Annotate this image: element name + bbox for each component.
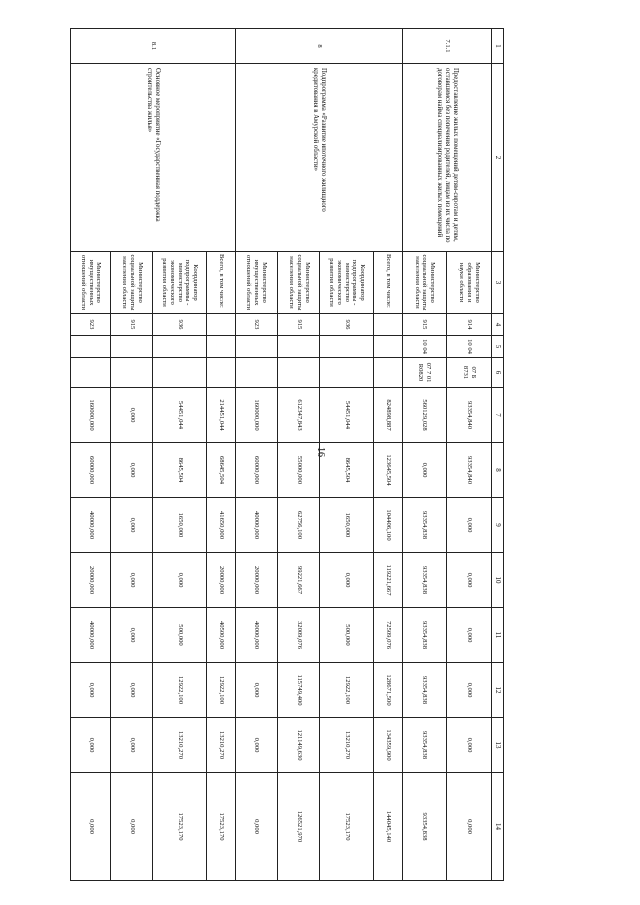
value-cell: 12922,100	[320, 663, 373, 718]
value-cell: 13210,270	[206, 718, 235, 773]
value-cell: 121149,630	[278, 718, 320, 773]
value-cell: 68645,504	[206, 443, 235, 498]
csr-cell	[111, 358, 153, 388]
value-cell: 17523,170	[320, 773, 373, 881]
rzpr-cell: 10 04	[447, 336, 492, 358]
executor-cell: Всего, в том числе:	[373, 252, 402, 314]
page-number: 16	[315, 447, 326, 457]
value-cell: 134359,900	[373, 718, 402, 773]
row-number: 8.1	[71, 29, 236, 64]
value-cell: 0,000	[111, 663, 153, 718]
grbs-cell: 936	[153, 314, 206, 336]
executor-cell: Министерство социальной защиты населения области	[278, 252, 320, 314]
value-cell: 612347,843	[278, 388, 320, 443]
csr-cell	[278, 358, 320, 388]
rzpr-cell	[373, 336, 402, 358]
value-cell: 17523,170	[153, 773, 206, 881]
rzpr-cell	[71, 336, 111, 358]
value-cell: 62756,100	[278, 498, 320, 553]
value-cell: 0,000	[111, 388, 153, 443]
value-cell: 60000,000	[71, 443, 111, 498]
csr-cell: 07 7 01 R0820	[402, 358, 447, 388]
value-cell: 560129,028	[402, 388, 447, 443]
value-cell: 160000,000	[71, 388, 111, 443]
value-cell: 20000,000	[71, 553, 111, 608]
executor-cell: Координатор подпрограммы - министерство экономического развития области	[153, 252, 206, 314]
value-cell: 13210,270	[153, 718, 206, 773]
rzpr-cell	[320, 336, 373, 358]
value-cell: 0,000	[71, 663, 111, 718]
rzpr-cell: 10 04	[402, 336, 447, 358]
row-number: 7.1.1	[402, 29, 491, 64]
value-cell: 20000,000	[206, 553, 235, 608]
table-row	[373, 29, 402, 881]
value-cell: 93354,838	[402, 663, 447, 718]
value-cell: 72509,076	[373, 608, 402, 663]
col-header: 11	[491, 608, 503, 663]
value-cell: 12922,100	[206, 663, 235, 718]
row-name: Основное мероприятие «Государственная поддержка строительства жилья»	[71, 64, 236, 252]
col-header: 3	[491, 252, 503, 314]
executor-cell: Всего, в том числе:	[206, 252, 235, 314]
rzpr-cell	[206, 336, 235, 358]
value-cell: 0,000	[447, 663, 492, 718]
table-row	[206, 29, 235, 881]
csr-cell: 07 Б 8731	[447, 358, 492, 388]
value-cell: 0,000	[111, 443, 153, 498]
value-cell: 40500,000	[206, 608, 235, 663]
value-cell: 500,000	[153, 608, 206, 663]
value-cell: 40000,000	[235, 608, 277, 663]
value-cell: 500,000	[320, 608, 373, 663]
value-cell: 0,000	[447, 718, 492, 773]
csr-cell	[206, 358, 235, 388]
col-header: 5	[491, 336, 503, 358]
grbs-cell: 915	[402, 314, 447, 336]
grbs-cell: 923	[71, 314, 111, 336]
rzpr-cell	[235, 336, 277, 358]
value-cell: 1650,000	[320, 498, 373, 553]
value-cell: 60000,000	[235, 443, 277, 498]
value-cell: 17523,170	[206, 773, 235, 881]
csr-cell	[153, 358, 206, 388]
value-cell: 115749,400	[278, 663, 320, 718]
col-header: 13	[491, 718, 503, 773]
row-number: 8	[235, 29, 402, 64]
value-cell: 0,000	[402, 443, 447, 498]
value-cell: 0,000	[447, 498, 492, 553]
rotated-table-wrapper	[70, 28, 504, 880]
col-header: 7	[491, 388, 503, 443]
value-cell: 0,000	[235, 718, 277, 773]
csr-cell	[320, 358, 373, 388]
value-cell: 40000,000	[71, 498, 111, 553]
rzpr-cell	[111, 336, 153, 358]
csr-cell	[373, 358, 402, 388]
value-cell: 40000,000	[71, 608, 111, 663]
value-cell: 119221,667	[373, 553, 402, 608]
value-cell: 93354,838	[402, 608, 447, 663]
value-cell: 0,000	[111, 553, 153, 608]
value-cell: 0,000	[320, 553, 373, 608]
value-cell: 12922,100	[153, 663, 206, 718]
csr-cell	[71, 358, 111, 388]
col-header: 1	[491, 29, 503, 64]
value-cell: 214451,044	[206, 388, 235, 443]
value-cell: 1650,000	[153, 498, 206, 553]
value-cell: 93354,838	[402, 553, 447, 608]
executor-cell: Министерство образования и науки области	[447, 252, 492, 314]
row-name: Предоставление жилых помещений детям-сиротам и детям, оставшимся без попечения родителей, лицам из их числа по договорам найма специализированных жилых помещений	[402, 64, 491, 252]
value-cell: 32009,076	[278, 608, 320, 663]
value-cell: 144045,140	[373, 773, 402, 881]
executor-cell: Министерство имущественных отношений области	[71, 252, 111, 314]
value-cell: 54451,044	[320, 388, 373, 443]
grbs-cell: 915	[278, 314, 320, 336]
value-cell: 0,000	[447, 773, 492, 881]
table-row	[447, 29, 492, 881]
col-header: 14	[491, 773, 503, 881]
col-header: 9	[491, 498, 503, 553]
value-cell: 20000,000	[235, 553, 277, 608]
col-header: 10	[491, 553, 503, 608]
value-cell: 824898,887	[373, 388, 402, 443]
budget-table	[70, 28, 504, 881]
col-header: 8	[491, 443, 503, 498]
rzpr-cell	[278, 336, 320, 358]
value-cell: 40000,000	[235, 498, 277, 553]
value-cell: 0,000	[111, 608, 153, 663]
header-row	[491, 29, 503, 881]
value-cell: 0,000	[153, 553, 206, 608]
value-cell: 0,000	[71, 718, 111, 773]
value-cell: 0,000	[447, 553, 492, 608]
value-cell: 54451,044	[153, 388, 206, 443]
col-header: 4	[491, 314, 503, 336]
value-cell: 128671,500	[373, 663, 402, 718]
row-name: Подпрограмма «Развитие ипотечного жилищного кредитования в Амурской области»	[235, 64, 402, 252]
executor-cell: Министерство имущественных отношений области	[235, 252, 277, 314]
grbs-cell	[373, 314, 402, 336]
value-cell: 0,000	[71, 773, 111, 881]
value-cell: 93354,838	[402, 773, 447, 881]
value-cell: 0,000	[235, 773, 277, 881]
csr-cell	[235, 358, 277, 388]
grbs-cell: 914	[447, 314, 492, 336]
grbs-cell: 915	[111, 314, 153, 336]
grbs-cell: 923	[235, 314, 277, 336]
col-header: 12	[491, 663, 503, 718]
value-cell: 41650,000	[206, 498, 235, 553]
rzpr-cell	[153, 336, 206, 358]
value-cell: 126521,970	[278, 773, 320, 881]
grbs-cell	[206, 314, 235, 336]
col-header: 2	[491, 64, 503, 252]
value-cell: 55000,000	[278, 443, 320, 498]
col-header: 6	[491, 358, 503, 388]
value-cell: 93354,838	[402, 718, 447, 773]
value-cell: 99221,667	[278, 553, 320, 608]
value-cell: 0,000	[111, 498, 153, 553]
value-cell: 93354,838	[402, 498, 447, 553]
value-cell: 104406,100	[373, 498, 402, 553]
executor-cell: Координатор подпрограммы - министерство экономического развития области	[320, 252, 373, 314]
value-cell: 0,000	[111, 718, 153, 773]
executor-cell: Министерство социальной защиты населения области	[111, 252, 153, 314]
value-cell: 160000,000	[235, 388, 277, 443]
grbs-cell: 936	[320, 314, 373, 336]
value-cell: 0,000	[447, 608, 492, 663]
executor-cell: Министерство социальной защиты населения области	[402, 252, 447, 314]
value-cell: 0,000	[235, 663, 277, 718]
value-cell: 93354,840	[447, 443, 492, 498]
value-cell: 13210,270	[320, 718, 373, 773]
value-cell: 0,000	[111, 773, 153, 881]
value-cell: 8645,504	[320, 443, 373, 498]
value-cell: 93354,840	[447, 388, 492, 443]
value-cell: 123645,504	[373, 443, 402, 498]
value-cell: 8645,504	[153, 443, 206, 498]
